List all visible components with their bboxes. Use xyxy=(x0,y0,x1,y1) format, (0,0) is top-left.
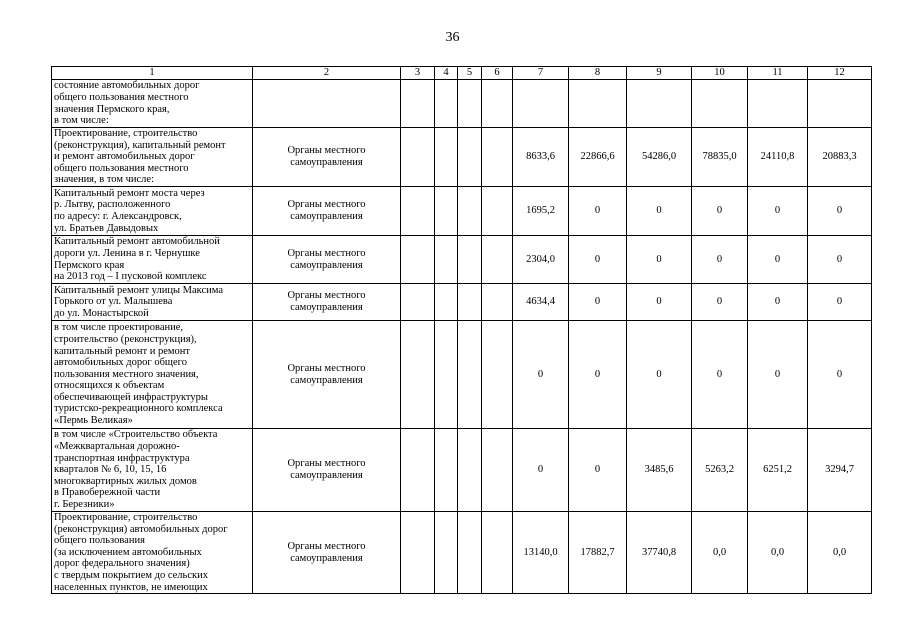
executor-cell: Органы местного самоуправления xyxy=(253,284,401,321)
column-header: 1 xyxy=(52,67,253,80)
row-title-line: «Межквартальная дорожно- xyxy=(54,441,180,453)
row-title-cell xyxy=(52,236,253,284)
value-cell-col-8: 0 xyxy=(569,321,627,429)
value-cell-col-6 xyxy=(482,512,513,594)
executor-cell: Органы местного самоуправления xyxy=(253,429,401,512)
value-cell-col-10: 0 xyxy=(692,187,748,236)
value-cell-col-7: 0 xyxy=(513,321,569,429)
value-cell-col-10 xyxy=(692,80,748,128)
value-cell-col-12: 0 xyxy=(808,236,872,284)
value-cell-col-11: 0 xyxy=(748,187,808,236)
row-title-line: автомобильных дорог общего xyxy=(54,357,187,369)
value-cell-col-4 xyxy=(435,128,458,187)
row-title-line: значения, в том числе: xyxy=(54,174,154,186)
row-title-line: пользования местного значения, xyxy=(54,368,199,380)
column-header: 5 xyxy=(458,67,482,80)
row-title-cell xyxy=(52,284,253,321)
value-cell-col-5 xyxy=(458,321,482,429)
value-cell-col-11: 0,0 xyxy=(748,512,808,594)
value-cell-col-8: 0 xyxy=(569,187,627,236)
row-title-cell xyxy=(52,128,253,187)
column-header: 9 xyxy=(627,67,692,80)
column-header: 10 xyxy=(692,67,748,80)
value-cell-col-8: 0 xyxy=(569,429,627,512)
row-title-cell xyxy=(52,187,253,236)
row-title-line: в Правобережной части xyxy=(54,487,161,499)
row-title-line: относящихся к объектам xyxy=(54,380,165,392)
table-row xyxy=(52,187,872,236)
value-cell-col-6 xyxy=(482,429,513,512)
value-cell-col-12: 0 xyxy=(808,284,872,321)
row-title-line: Капитальный ремонт моста через xyxy=(54,187,205,199)
row-title-line: и ремонт автомобильных дорог xyxy=(54,151,195,163)
table-row xyxy=(52,80,872,128)
value-cell-col-11: 0 xyxy=(748,236,808,284)
value-cell-col-5 xyxy=(458,236,482,284)
page-number: 36 xyxy=(445,30,460,45)
value-cell-col-12 xyxy=(808,80,872,128)
row-title-line: многоквартирных жилых домов xyxy=(54,475,197,487)
value-cell-col-3 xyxy=(401,512,435,594)
column-header: 7 xyxy=(513,67,569,80)
value-cell-col-9: 0 xyxy=(627,187,692,236)
value-cell-col-10: 5263,2 xyxy=(692,429,748,512)
column-header: 11 xyxy=(748,67,808,80)
value-cell-col-4 xyxy=(435,236,458,284)
value-cell-col-7: 1695,2 xyxy=(513,187,569,236)
value-cell-col-3 xyxy=(401,236,435,284)
value-cell-col-7: 4634,4 xyxy=(513,284,569,321)
value-cell-col-7: 8633,6 xyxy=(513,128,569,187)
row-title-line: дорог федерального значения) xyxy=(54,558,190,570)
value-cell-col-8 xyxy=(569,80,627,128)
row-title-line: (за исключением автомобильных xyxy=(54,546,202,558)
executor-cell: Органы местного самоуправления xyxy=(253,128,401,187)
value-cell-col-11 xyxy=(748,80,808,128)
value-cell-col-6 xyxy=(482,236,513,284)
value-cell-col-6 xyxy=(482,80,513,128)
value-cell-col-12: 0,0 xyxy=(808,512,872,594)
value-cell-col-12: 0 xyxy=(808,321,872,429)
value-cell-col-11: 6251,2 xyxy=(748,429,808,512)
row-title-line: обеспечивающей инфраструктуры xyxy=(54,391,208,403)
value-cell-col-3 xyxy=(401,128,435,187)
row-title-line: в том числе: xyxy=(54,115,109,127)
value-cell-col-5 xyxy=(458,512,482,594)
column-header: 6 xyxy=(482,67,513,80)
value-cell-col-10: 0 xyxy=(692,284,748,321)
column-header: 4 xyxy=(435,67,458,80)
column-header: 3 xyxy=(401,67,435,80)
row-title-cell xyxy=(52,321,253,429)
value-cell-col-3 xyxy=(401,429,435,512)
row-title-line: населенных пунктов, не имеющих xyxy=(54,581,208,593)
value-cell-col-8: 0 xyxy=(569,236,627,284)
row-title-line: по адресу: г. Александровск, xyxy=(54,211,182,222)
table-row xyxy=(52,512,872,594)
row-title-line: общего пользования местного xyxy=(54,91,189,103)
row-title-line: г. Березники» xyxy=(54,498,115,510)
value-cell-col-9: 0 xyxy=(627,236,692,284)
value-cell-col-10: 0 xyxy=(692,321,748,429)
row-title-line: с твердым покрытием до сельских xyxy=(54,569,208,581)
row-title-line: ул. Братьев Давыдовых xyxy=(54,222,159,234)
row-title-line: «Пермь Великая» xyxy=(54,415,133,427)
row-title-line: Капитальный ремонт улицы Максима xyxy=(54,284,223,296)
row-title-line: туристско-рекреационного комплекса xyxy=(54,403,223,415)
value-cell-col-5 xyxy=(458,284,482,321)
value-cell-col-6 xyxy=(482,284,513,321)
table-row xyxy=(52,429,872,512)
value-cell-col-4 xyxy=(435,321,458,429)
table-row xyxy=(52,128,872,187)
value-cell-col-7: 0 xyxy=(513,429,569,512)
executor-cell xyxy=(253,80,401,128)
value-cell-col-3 xyxy=(401,80,435,128)
budget-table xyxy=(51,66,872,594)
value-cell-col-7: 13140,0 xyxy=(513,512,569,594)
value-cell-col-6 xyxy=(482,187,513,236)
value-cell-col-9: 37740,8 xyxy=(627,512,692,594)
row-title-line: (реконструкция), капитальный ремонт xyxy=(54,139,226,151)
row-title-line: кварталов № 6, 10, 15, 16 xyxy=(54,464,167,476)
value-cell-col-5 xyxy=(458,187,482,236)
value-cell-col-5 xyxy=(458,80,482,128)
value-cell-col-4 xyxy=(435,429,458,512)
row-title-line: общего пользования xyxy=(54,535,145,547)
table-header-row xyxy=(52,67,872,80)
row-title-line: состояние автомобильных дорог xyxy=(54,80,200,92)
value-cell-col-10: 78835,0 xyxy=(692,128,748,187)
value-cell-col-4 xyxy=(435,187,458,236)
row-title-line: капитальный ремонт и ремонт xyxy=(54,345,191,357)
column-header: 2 xyxy=(253,67,401,80)
row-title-line: Проектирование, строительство xyxy=(54,512,198,523)
value-cell-col-8: 22866,6 xyxy=(569,128,627,187)
value-cell-col-3 xyxy=(401,187,435,236)
value-cell-col-11: 0 xyxy=(748,284,808,321)
executor-cell: Органы местного самоуправления xyxy=(253,512,401,594)
row-title-cell xyxy=(52,429,253,512)
value-cell-col-4 xyxy=(435,80,458,128)
value-cell-col-6 xyxy=(482,321,513,429)
row-title-line: на 2013 год – I пусковой комплекс xyxy=(54,271,207,283)
table-row xyxy=(52,236,872,284)
row-title-line: общего пользования местного xyxy=(54,162,189,174)
table-row xyxy=(52,321,872,429)
value-cell-col-8: 0 xyxy=(569,284,627,321)
value-cell-col-4 xyxy=(435,512,458,594)
executor-cell: Органы местного самоуправления xyxy=(253,321,401,429)
value-cell-col-4 xyxy=(435,284,458,321)
row-title-line: в том числе «Строительство объекта xyxy=(54,429,218,441)
row-title-line: до ул. Монастырской xyxy=(54,307,149,319)
row-title-cell xyxy=(52,512,253,594)
value-cell-col-5 xyxy=(458,128,482,187)
value-cell-col-12: 20883,3 xyxy=(808,128,872,187)
table-body xyxy=(52,67,872,594)
row-title-line: Горького от ул. Малышева xyxy=(54,296,173,308)
value-cell-col-3 xyxy=(401,284,435,321)
value-cell-col-9: 54286,0 xyxy=(627,128,692,187)
row-title-line: значения Пермского края, xyxy=(54,103,170,115)
value-cell-col-6 xyxy=(482,128,513,187)
value-cell-col-11: 24110,8 xyxy=(748,128,808,187)
row-title-line: Пермского края xyxy=(54,259,125,271)
value-cell-col-9 xyxy=(627,80,692,128)
row-title-line: в том числе проектирование, xyxy=(54,322,184,334)
row-title-cell xyxy=(52,80,253,128)
value-cell-col-10: 0,0 xyxy=(692,512,748,594)
value-cell-col-12: 0 xyxy=(808,187,872,236)
value-cell-col-9: 3485,6 xyxy=(627,429,692,512)
value-cell-col-7: 2304,0 xyxy=(513,236,569,284)
row-title-line: Капитальный ремонт автомобильной xyxy=(54,236,220,248)
value-cell-col-8: 17882,7 xyxy=(569,512,627,594)
value-cell-col-10: 0 xyxy=(692,236,748,284)
value-cell-col-9: 0 xyxy=(627,284,692,321)
row-title-line: Проектирование, строительство xyxy=(54,128,198,140)
column-header: 12 xyxy=(808,67,872,80)
row-title-line: р. Лытву, расположенного xyxy=(54,199,171,211)
row-title-line: дороги ул. Ленина в г. Чернушке xyxy=(54,247,200,259)
table-row xyxy=(52,284,872,321)
row-title-line: (реконструкция) автомобильных дорог xyxy=(54,523,228,535)
value-cell-col-3 xyxy=(401,321,435,429)
executor-cell: Органы местного самоуправления xyxy=(253,187,401,236)
value-cell-col-9: 0 xyxy=(627,321,692,429)
value-cell-col-7 xyxy=(513,80,569,128)
value-cell-col-5 xyxy=(458,429,482,512)
executor-cell: Органы местного самоуправления xyxy=(253,236,401,284)
row-title-line: транспортная инфраструктура xyxy=(54,452,190,464)
row-title-line: строительство (реконструкция), xyxy=(54,333,197,345)
column-header: 8 xyxy=(569,67,627,80)
value-cell-col-12: 3294,7 xyxy=(808,429,872,512)
value-cell-col-11: 0 xyxy=(748,321,808,429)
